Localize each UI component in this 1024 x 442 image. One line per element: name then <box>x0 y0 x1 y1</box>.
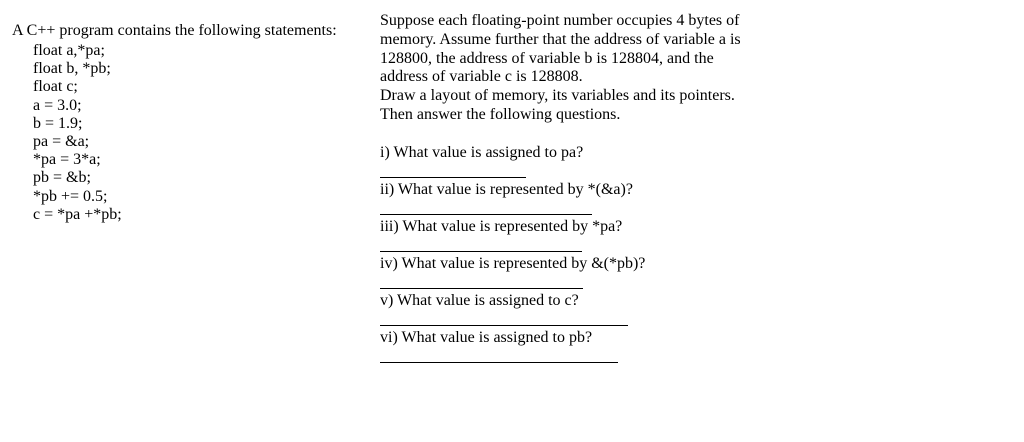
problem-intro: A C++ program contains the following statements: <box>12 22 337 39</box>
answer-line-3[interactable] <box>380 251 582 252</box>
paragraph-line: Then answer the following questions. <box>380 105 621 123</box>
question-4: iv) What value is represented by &(*pb)? <box>380 255 646 272</box>
question-2: ii) What value is represented by *(&a)? <box>380 181 633 198</box>
answer-line-5[interactable] <box>380 325 628 326</box>
answer-line-4[interactable] <box>380 288 583 289</box>
answer-line-6[interactable] <box>380 362 618 363</box>
code-line: a = 3.0; <box>33 96 82 114</box>
code-line: *pa = 3*a; <box>33 151 101 169</box>
question-1: i) What value is assigned to pa? <box>380 144 584 161</box>
paragraph-line: address of variable c is 128808. <box>380 68 583 86</box>
code-line: c = *pa +*pb; <box>33 205 122 223</box>
code-line: b = 1.9; <box>33 114 83 132</box>
paragraph-line: memory. Assume further that the address of variable a is <box>380 30 741 48</box>
question-6: vi) What value is assigned to pb? <box>380 329 593 346</box>
answer-line-2[interactable] <box>380 214 592 215</box>
code-line: float a,*pa; <box>33 42 105 59</box>
paragraph-line: 128800, the address of variable b is 128804, and the <box>380 49 714 67</box>
question-3: iii) What value is represented by *pa? <box>380 218 623 235</box>
code-line: float c; <box>33 78 78 96</box>
code-line: *pb += 0.5; <box>33 187 108 205</box>
paragraph-line: Suppose each floating-point number occupies 4 bytes of <box>380 12 740 29</box>
code-line: pa = &a; <box>33 133 90 151</box>
code-line: pb = &b; <box>33 169 91 187</box>
paragraph-line: Draw a layout of memory, its variables and its pointers. <box>380 87 735 105</box>
code-block <box>33 42 122 224</box>
question-5: v) What value is assigned to c? <box>380 292 579 309</box>
code-line: float b, *pb; <box>33 60 111 78</box>
answer-line-1[interactable] <box>380 177 526 178</box>
instructions-paragraph <box>380 12 775 125</box>
